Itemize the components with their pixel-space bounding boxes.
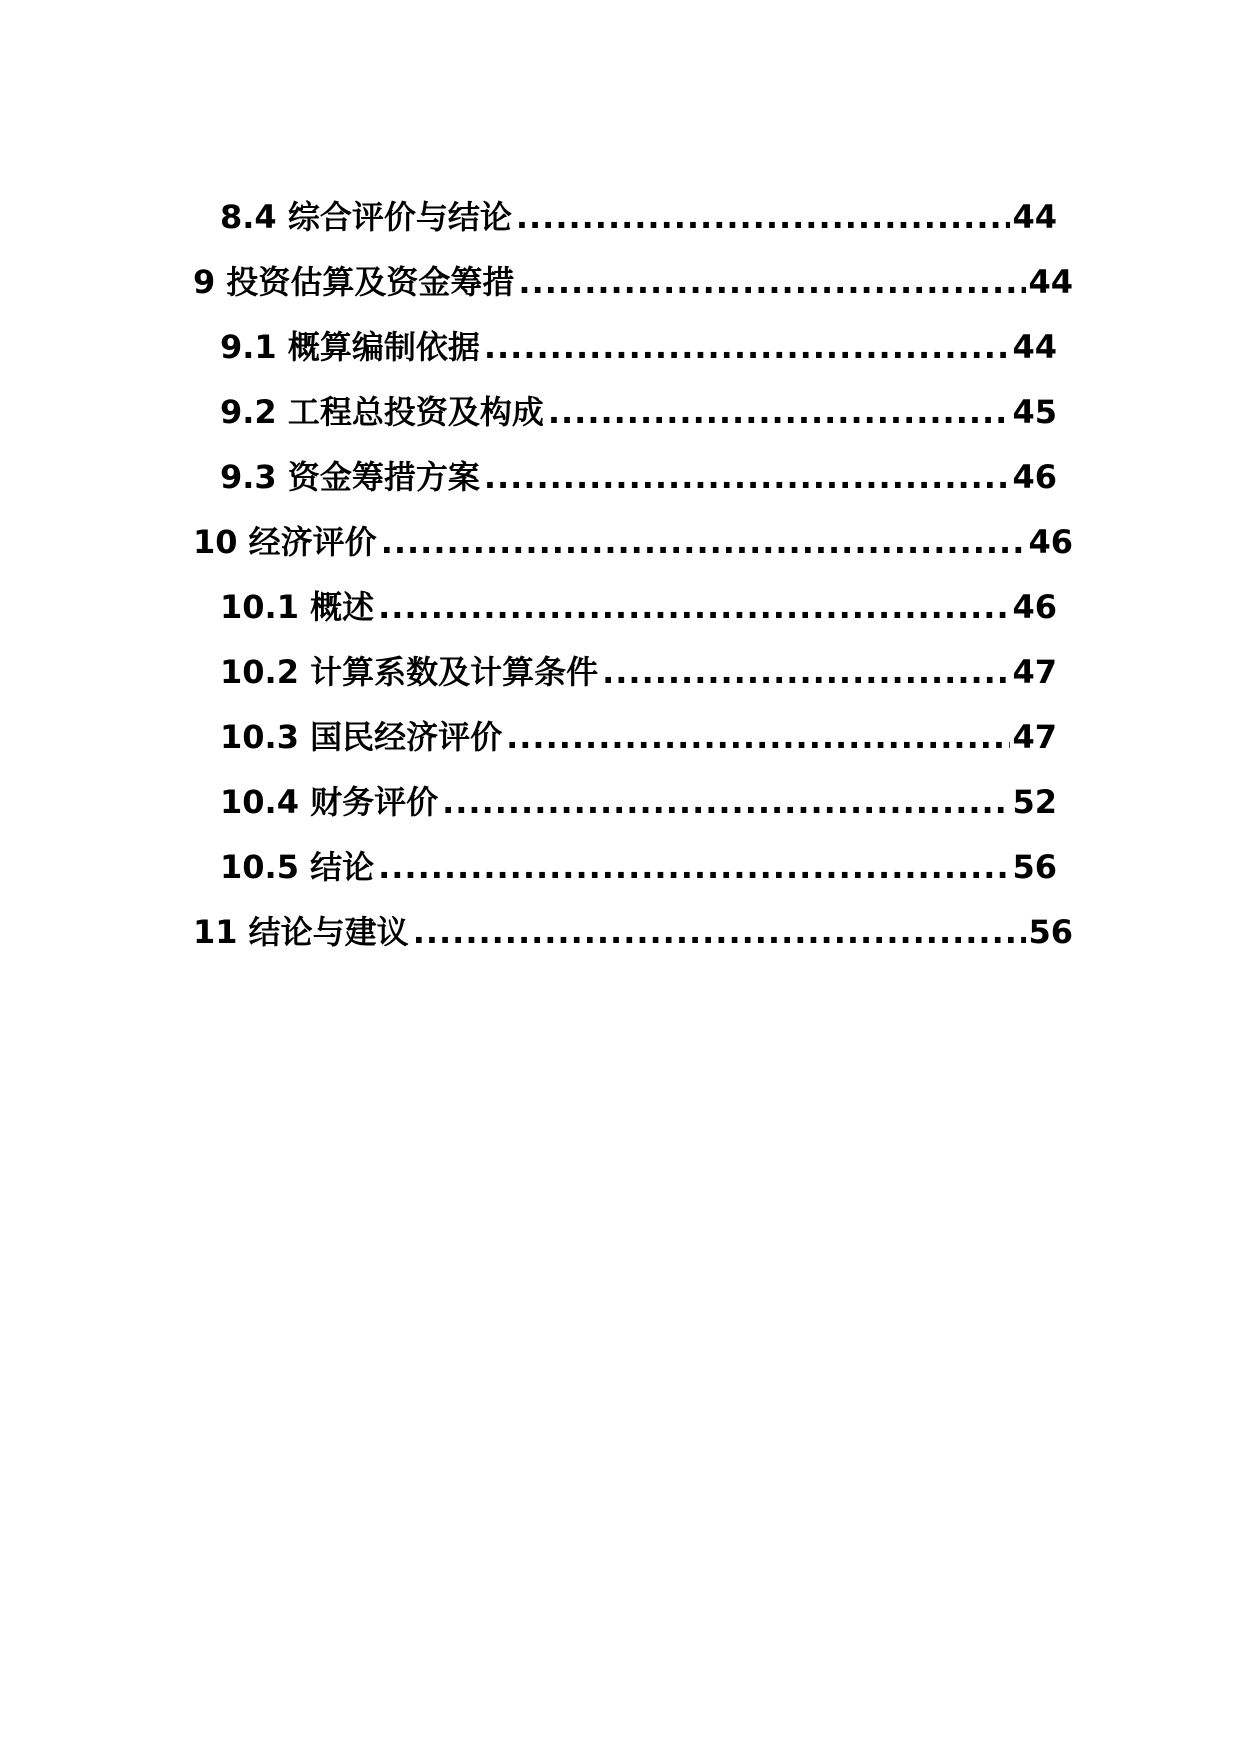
- toc-entry[interactable]: [220, 314, 1057, 379]
- toc-entry-page: 46: [1012, 587, 1057, 626]
- toc-entry-title: 9 投资估算及资金筹措: [193, 262, 515, 301]
- toc-entry[interactable]: [220, 639, 1057, 704]
- toc-entry-page: 44: [1012, 197, 1057, 236]
- toc-dot-leader: [378, 587, 1010, 627]
- toc-entry-title: 10.2 计算系数及计算条件: [220, 652, 599, 691]
- toc-dot-leader: [413, 912, 1027, 952]
- toc-entry[interactable]: [220, 184, 1057, 249]
- toc-entry-page: 46: [1012, 457, 1057, 496]
- toc-entry[interactable]: [193, 249, 1073, 314]
- toc-entry[interactable]: [193, 899, 1073, 964]
- toc-dot-leader: [381, 522, 1027, 562]
- toc-dot-leader: [602, 652, 1010, 692]
- toc-entry-title: 9.2 工程总投资及构成: [220, 392, 544, 431]
- toc-entry-page: 45: [1012, 392, 1057, 431]
- toc-entry[interactable]: [220, 379, 1057, 444]
- toc-entry[interactable]: [220, 769, 1057, 834]
- toc-entry-page: 52: [1012, 782, 1057, 821]
- table-of-contents: [0, 184, 1241, 964]
- toc-entry-page: 44: [1012, 327, 1057, 366]
- toc-dot-leader: [484, 457, 1011, 497]
- toc-entry[interactable]: [220, 574, 1057, 639]
- toc-entry-title: 10.5 结论: [220, 847, 375, 886]
- toc-entry[interactable]: [220, 444, 1057, 509]
- toc-dot-leader: [506, 717, 1010, 757]
- toc-entry-title: 9.1 概算编制依据: [220, 327, 480, 366]
- toc-entry-page: 56: [1012, 847, 1057, 886]
- toc-entry-title: 10.1 概述: [220, 587, 375, 626]
- toc-dot-leader: [516, 197, 1011, 237]
- toc-entry-page: 47: [1012, 717, 1057, 756]
- toc-entry-page: 56: [1028, 912, 1073, 951]
- toc-dot-leader: [378, 847, 1010, 887]
- toc-entry[interactable]: [220, 704, 1057, 769]
- toc-entry[interactable]: [220, 834, 1057, 899]
- toc-dot-leader: [518, 262, 1026, 302]
- toc-entry-title: 11 结论与建议: [193, 912, 409, 951]
- toc-dot-leader: [548, 392, 1011, 432]
- toc-entry-title: 8.4 综合评价与结论: [220, 197, 512, 236]
- toc-entry-page: 44: [1028, 262, 1073, 301]
- toc-entry-title: 9.3 资金筹措方案: [220, 457, 480, 496]
- toc-entry-page: 46: [1028, 522, 1073, 561]
- toc-dot-leader: [484, 327, 1011, 367]
- toc-dot-leader: [442, 782, 1010, 822]
- toc-entry-title: 10.3 国民经济评价: [220, 717, 503, 756]
- toc-entry-title: 10 经济评价: [193, 522, 377, 561]
- toc-entry[interactable]: [193, 509, 1073, 574]
- toc-entry-page: 47: [1012, 652, 1057, 691]
- toc-entry-title: 10.4 财务评价: [220, 782, 439, 821]
